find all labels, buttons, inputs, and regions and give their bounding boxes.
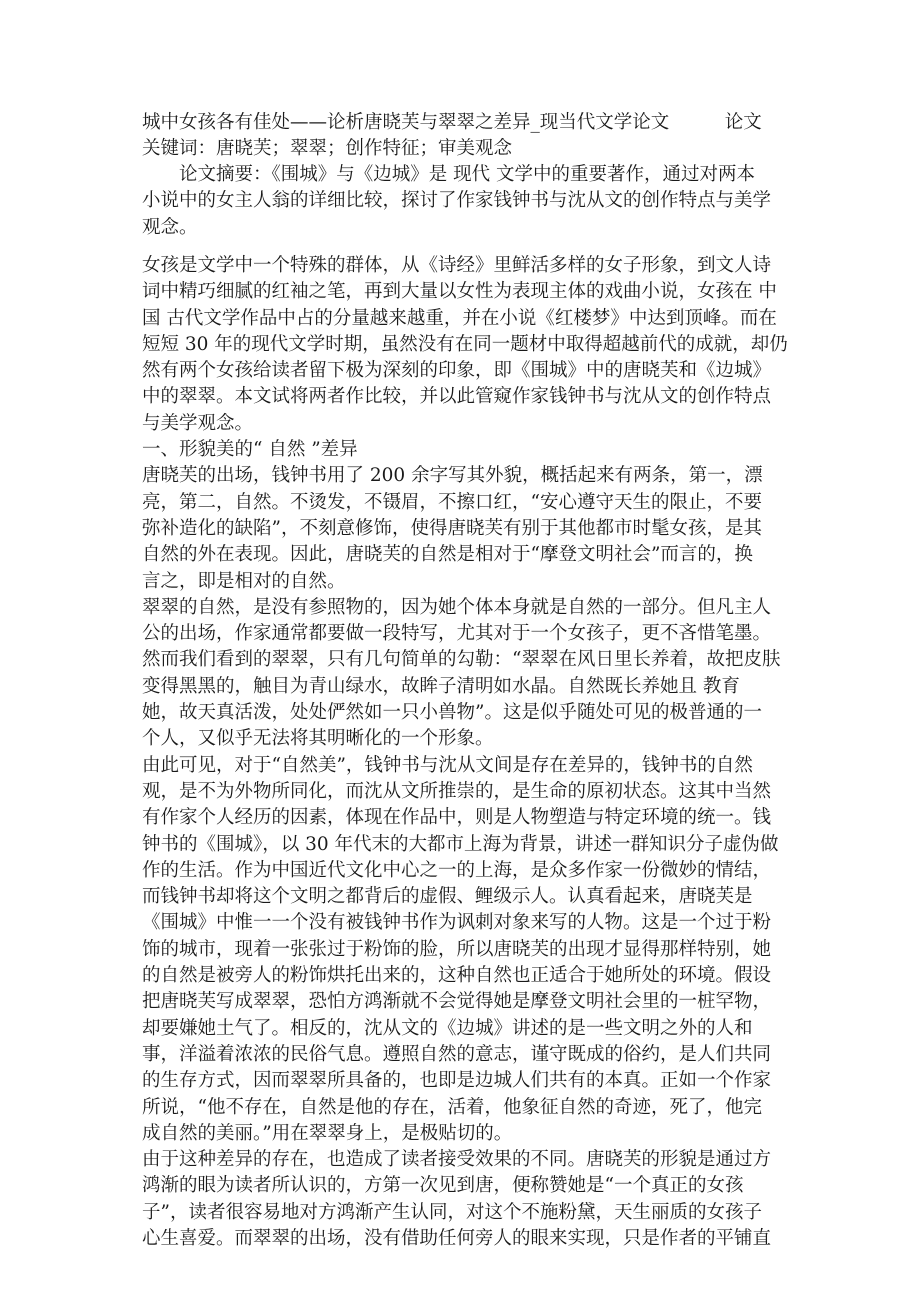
title-line: 城中女孩各有佳处——论析唐晓芙与翠翠之差异_现当代文学论文 论文 [142,112,762,133]
body-line: 个人，又似乎无法将其明晰化的一个形象。 [142,728,494,750]
body-line: 短短 30 年的现代文学时期，虽然没有在同一题材中取得超越前代的成就，却仍 [142,333,788,355]
keywords-line: 关键词：唐晓芙；翠翠；创作特征；审美观念 [142,138,513,160]
body-line: 事，洋溢着浓浓的民俗气息。遵照自然的意志，谨守既成的俗约，是人们共同 [142,1043,772,1065]
body-line: 变得黑黑的，触目为青山绿水，故眸子清明如水晶。自然既长养她且 教育 [142,675,740,697]
body-line: 钟书的《围城》，以 30 年代末的大都市上海为背景，讲述一群知识分子虚伪做 [142,833,779,855]
body-line: 弥补造化的缺陷”，不刻意修饰，使得唐晓芙有别于其他都市时髦女孩，是其 [142,517,762,539]
abstract-line: 小说中的女主人翁的详细比较，探讨了作家钱钟书与沈从文的创作特点与美学 [142,190,772,212]
body-line: 女孩是文学中一个特殊的群体，从《诗经》里鲜活多样的女子形象，到文人诗 [142,255,772,276]
section-heading: 一、形貌美的“ 自然 ”差异 [142,439,358,461]
body-line: 词中精巧细腻的红袖之笔，再到大量以女性为表现主体的戏曲小说，女孩在 中 [142,281,777,303]
body-line: 翠翠的自然，是没有参照物的，因为她个体本身就是自然的一部分。但凡主人 [142,596,772,618]
body-line: 中的翠翠。本文试将两者作比较，并以此管窥作家钱钟书与沈从文的创作特点 [142,386,772,408]
body-line: 《围城》中惟一一个没有被钱钟书作为讽刺对象来写的人物。这是一个过于粉 [142,912,772,934]
body-line: 亮，第二，自然。不烫发，不镊眉，不擦口红，“安心遵守天生的限止，不要 [142,491,762,513]
abstract [142,162,782,241]
body-line: 与美学观念。 [142,412,254,434]
body-line: 然有两个女孩给读者留下极为深刻的印象，即《围城》中的唐晓芙和《边城》 [142,360,772,382]
body-line: 国 古代文学作品中占的分量越来越重，并在小说《红楼梦》中达到顶峰。而在 [142,307,777,329]
body-line: 有作家个人经历的因素，体现在作品中，则是人物塑造与特定环境的统一。钱 [142,807,772,829]
body-line: 把唐晓芙写成翠翠，恐怕方鸿渐就不会觉得她是摩登文明社会里的一桩罕物， [142,991,772,1013]
body-line: 却要嫌她土气了。相反的，沈从文的《边城》讲述的是一些文明之外的人和 [142,1017,753,1039]
document-header [142,110,782,163]
body-line: 成自然的美丽。”用在翠翠身上，是极贴切的。 [142,1122,513,1144]
body-line: 子”，读者很容易地对方鸿渐产生认同，对这个不施粉黛，天生丽质的女孩子 [142,1201,762,1223]
body-line: 心生喜爱。而翠翠的出场，没有借助任何旁人的眼来实现，只是作者的平铺直 [142,1227,772,1249]
body-line: 所说，“他不存在，自然是他的存在，活着，他象征自然的奇迹，死了，他完 [142,1096,762,1118]
body-line: 她，故天真活泼，处处俨然如一只小兽物”。这是似乎随处可见的极普通的一 [142,702,762,724]
body-line: 由于这种差异的存在，也造成了读者接受效果的不同。唐晓芙的形貌是通过方 [142,1149,772,1171]
body-line: 而钱钟书却将这个文明之都背后的虚假、鲤级示人。认真看起来，唐晓芙是 [142,886,753,908]
body-line: 饰的城市，现着一张张过于粉饰的脸，所以唐晓芙的出现才显得那样特别，她 [142,938,772,960]
body-line: 的生存方式，因而翠翠所具备的，也即是边城人们共有的本真。正如一个作家 [142,1070,772,1092]
body-line: 由此可见，对于“自然美”，钱钟书与沈从文间是存在差异的，钱钟书的自然 [142,754,753,776]
abstract-line: 观念。 [142,216,198,238]
body-line: 鸿渐的眼为读者所认识的，方第一次见到唐，便称赞她是“一个真正的女孩 [142,1175,744,1197]
body-line: 作的生活。作为中国近代文化中心之一的上海，是众多作家一份微妙的情结， [142,859,772,881]
body-line: 公的出场，作家通常都要做一段特写，尤其对于一个女孩子，更不吝惜笔墨。 [142,623,772,645]
body-text [142,253,788,1252]
body-line: 自然的外在表现。因此，唐晓芙的自然是相对于“摩登文明社会”而言的，换 [142,544,753,566]
body-line: 言之，即是相对的自然。 [142,570,346,592]
body-line: 的自然是被旁人的粉饰烘托出来的，这种自然也正适合于她所处的环境。假设 [142,965,772,987]
body-line: 观，是不为外物所同化，而沈从文所推崇的，是生命的原初状态。这其中当然 [142,780,772,802]
body-line: 唐晓芙的出场，钱钟书用了 200 余字写其外貌，概括起来有两条，第一，漂 [142,465,763,487]
abstract-line: 论文摘要：《围城》与《边城》是 现代 文学中的重要著作，通过对两本 [179,164,756,185]
body-line: 然而我们看到的翠翠，只有几句简单的勾勒：“翠翠在风日里长养着，故把皮肤 [142,649,781,671]
